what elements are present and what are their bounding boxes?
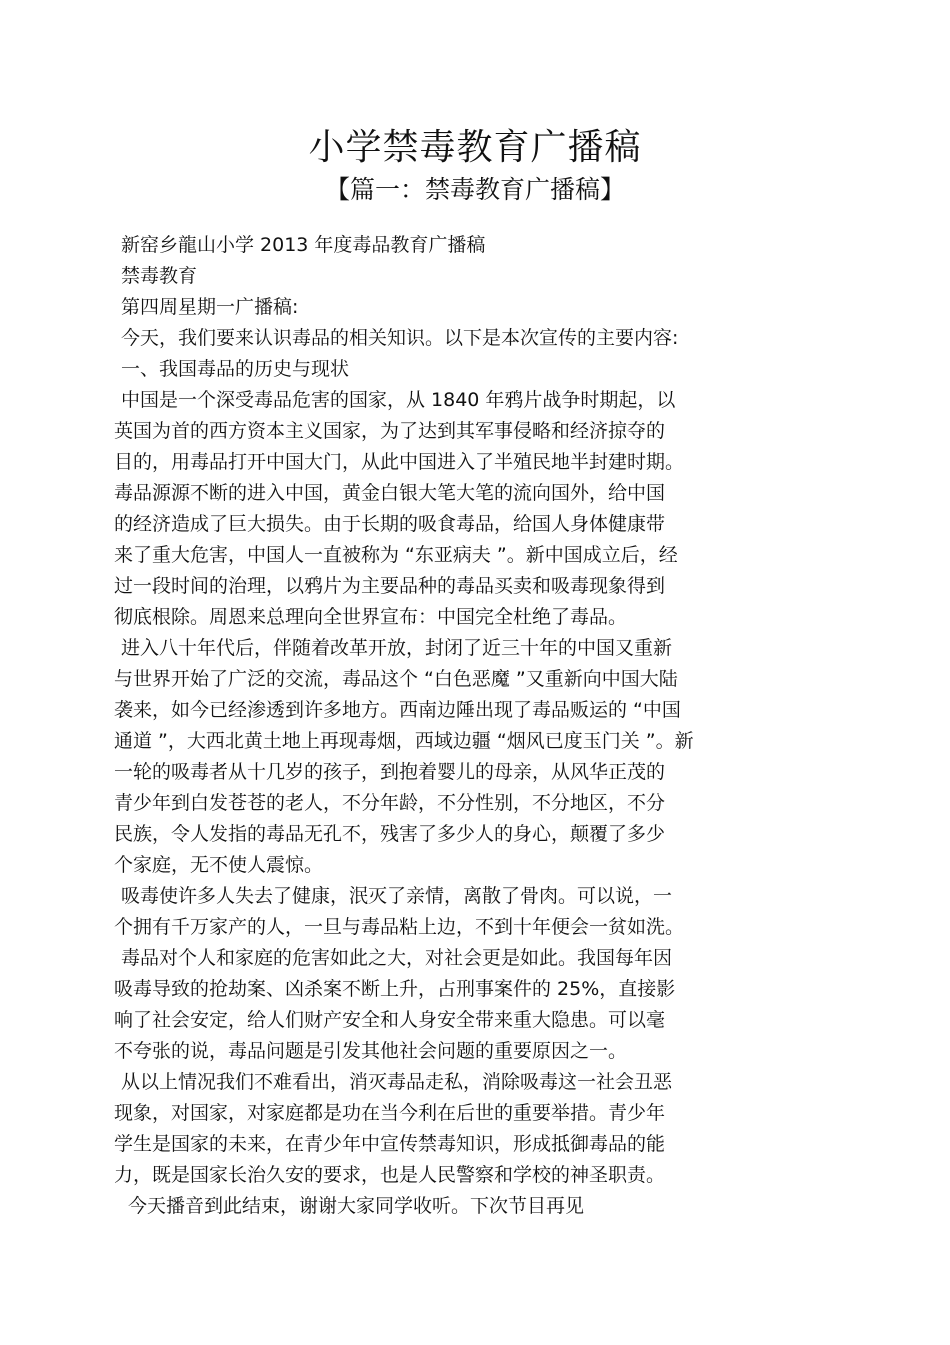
text-line: 通道 ”，大西北黄土地上再现毒烟，西域边疆 “烟风已度玉门关 ”。新 <box>114 730 694 752</box>
text-line: 过一段时间的治理，以鸦片为主要品种的毒品买卖和吸毒现象得到 <box>114 575 666 597</box>
text-line: 彻底根除。周恩来总理向全世界宣布：中国完全杜绝了毒品。 <box>114 606 628 628</box>
text-line: 来了重大危害，中国人一直被称为 “东亚病夫 ”。新中国成立后，经 <box>114 544 678 566</box>
text-line: 吸毒导致的抢劫案、凶杀案不断上升，占刑事案件的 25%，直接影 <box>114 978 676 1000</box>
text-line: 现象，对国家，对家庭都是功在当今利在后世的重要举措。青少年 <box>114 1102 666 1124</box>
text-line: 的经济造成了巨大损失。由于长期的吸食毒品，给国人身体健康带 <box>114 513 666 535</box>
text-line: 禁毒教育 <box>121 265 198 287</box>
text-line: 中国是一个深受毒品危害的国家，从 1840 年鸦片战争时期起，以 <box>121 389 676 411</box>
text-line: 学生是国家的未来，在青少年中宣传禁毒知识，形成抵御毒品的能 <box>114 1133 666 1155</box>
text-line: 第四周星期一广播稿: <box>121 296 299 318</box>
text-line: 响了社会安定，给人们财产安全和人身安全带来重大隐患。可以毫 <box>114 1009 666 1031</box>
document-subtitle: 【篇一：禁毒教育广播稿】 <box>324 175 625 204</box>
text-line: 进入八十年代后，伴随着改革开放，封闭了近三十年的中国又重新 <box>121 637 673 659</box>
text-line: 从以上情况我们不难看出，消灭毒品走私，消除吸毒这一社会丑恶 <box>121 1071 673 1093</box>
text-line: 青少年到白发苍苍的老人，不分年龄，不分性别，不分地区，不分 <box>114 792 666 814</box>
text-line: 民族，令人发指的毒品无孔不，残害了多少人的身心，颠覆了多少 <box>114 823 666 845</box>
text-line: 今天播音到此结束，谢谢大家同学收听。下次节目再见 <box>128 1195 585 1217</box>
document-body <box>114 230 834 1222</box>
text-line: 吸毒使许多人失去了健康，泯灭了亲情，离散了骨肉。可以说，一 <box>121 885 673 907</box>
text-line: 一、我国毒品的历史与现状 <box>121 358 350 380</box>
text-line: 英国为首的西方资本主义国家，为了达到其军事侵略和经济掠夺的 <box>114 420 666 442</box>
text-line: 力，既是国家长治久安的要求，也是人民警察和学校的神圣职责。 <box>114 1164 666 1186</box>
text-line: 不夸张的说，毒品问题是引发其他社会问题的重要原因之一。 <box>114 1040 628 1062</box>
text-line: 新窑乡龍山小学 2013 年度毒品教育广播稿 <box>121 234 486 256</box>
document-title: 小学禁毒教育广播稿 <box>308 127 642 168</box>
text-line: 与世界开始了广泛的交流，毒品这个 “白色恶魔 ”又重新向中国大陆 <box>114 668 678 690</box>
text-line: 毒品源源不断的进入中国，黄金白银大笔大笔的流向国外，给中国 <box>114 482 666 504</box>
text-line: 今天，我们要来认识毒品的相关知识。以下是本次宣传的主要内容: <box>121 327 679 349</box>
text-line: 个拥有千万家产的人，一旦与毒品粘上边，不到十年便会一贫如洗。 <box>114 916 685 938</box>
text-line: 目的，用毒品打开中国大门，从此中国进入了半殖民地半封建时期。 <box>114 451 685 473</box>
text-line: 毒品对个人和家庭的危害如此之大，对社会更是如此。我国每年因 <box>121 947 673 969</box>
text-line: 袭来，如今已经渗透到许多地方。西南边陲出现了毒品贩运的 “中国 <box>114 699 681 721</box>
text-line: 个家庭，无不使人震惊。 <box>114 854 324 876</box>
text-line: 一轮的吸毒者从十几岁的孩子，到抱着婴儿的母亲，从风华正茂的 <box>114 761 666 783</box>
